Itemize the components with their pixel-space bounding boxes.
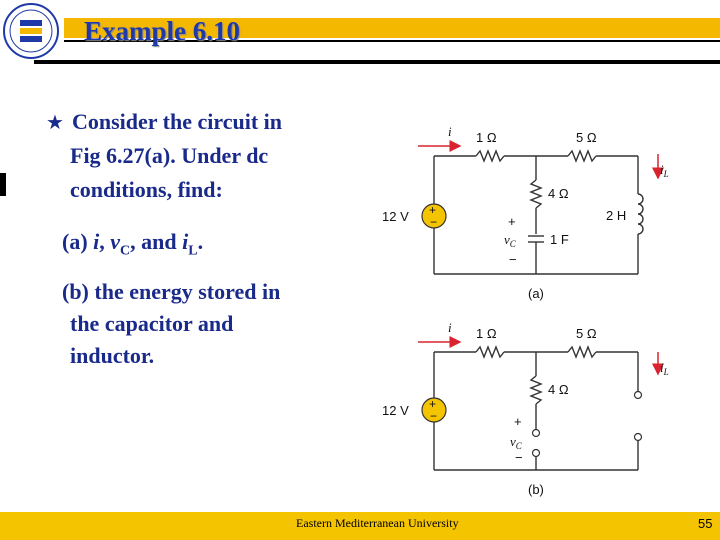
resistor-1ohm-a [476,151,504,161]
page-number: 55 [698,516,713,531]
caption-a: (a) [528,286,544,301]
label-vc-plus-a: + [508,214,516,229]
footer-institution: Eastern Mediterranean University [296,516,459,530]
problem-line-1: Consider the circuit in [72,109,283,134]
resistor-5ohm-a [568,151,596,161]
caption-b: (b) [528,482,544,497]
label-r1-a: 1 Ω [476,130,497,145]
label-i-a: i [448,124,452,139]
label-inductor-a: 2 H [606,208,627,223]
label-vc-b: $v_C$ [510,434,522,451]
problem-line-3: conditions, find: [70,177,223,202]
label-capacitor-a: 1 F [550,232,569,247]
part-b-line-1: (b) the energy stored in [62,279,281,304]
problem-line-2: Fig 6.27(a). Under dc [70,143,269,168]
university-logo [2,2,60,60]
short-terminal-ind-bottom [635,434,642,441]
svg-text:+: + [429,203,437,217]
label-vc-minus-a: − [509,252,517,267]
svg-text:−: − [430,409,438,423]
inductor-coil-a [638,194,643,234]
label-vc-a: $v_C$ [504,232,516,249]
label-r2-a: 5 Ω [576,130,597,145]
slide-title: Example 6.10 [84,16,241,46]
part-b-line-2: the capacitor and [70,311,234,336]
circuit-diagrams [370,118,690,504]
resistor-4ohm-a [531,180,541,208]
label-r1-b: 1 Ω [476,326,497,341]
label-i-b: i [448,320,452,335]
open-terminal-cap-bottom [533,450,540,457]
label-source-a: 12 V [382,209,409,224]
open-terminal-cap-top [533,430,540,437]
label-r2-b: 5 Ω [576,326,597,341]
side-marker [0,173,6,196]
resistor-4ohm-b [531,376,541,404]
short-terminal-ind-top [635,392,642,399]
title-rule-lower [34,60,720,64]
label-iL-a: $i_L$ [660,162,669,179]
part-b-line-3: inductor. [70,343,155,368]
label-r3-a: 4 Ω [548,186,569,201]
resistor-1ohm-b [476,347,504,357]
resistor-5ohm-b [568,347,596,357]
label-source-b: 12 V [382,403,409,418]
label-r3-b: 4 Ω [548,382,569,397]
svg-text:+: + [429,397,437,411]
svg-text:−: − [430,215,438,229]
part-a-text: (a) i, $v_C$, and $i_L$. [62,229,204,259]
star-bullet-icon: ★ [46,112,64,134]
label-vc-minus-b: − [515,450,523,465]
label-vc-plus-b: + [514,414,522,429]
label-iL-b: $i_L$ [660,360,669,377]
